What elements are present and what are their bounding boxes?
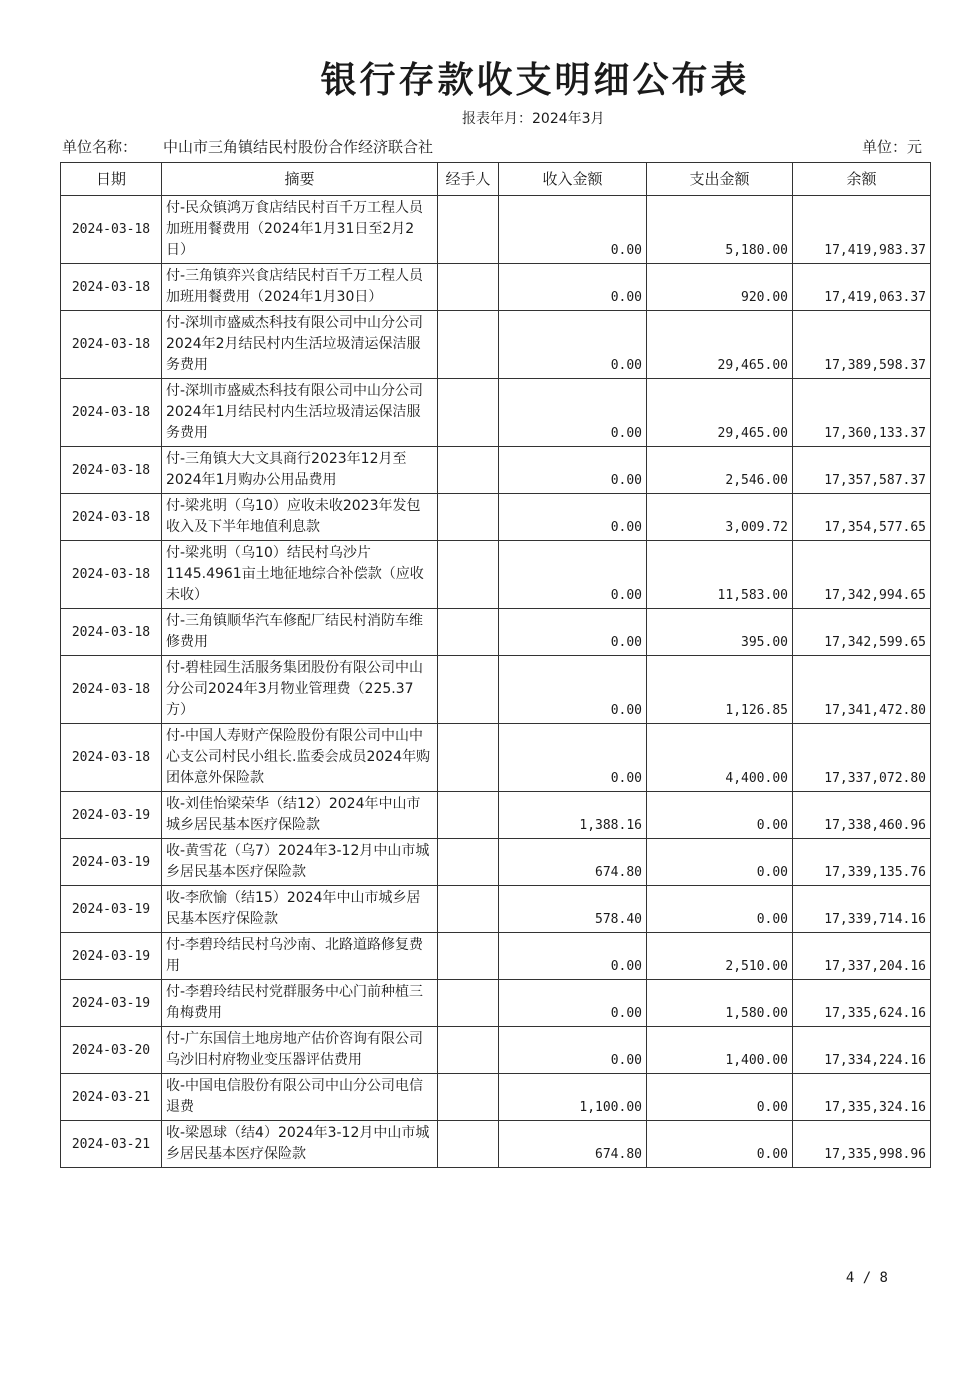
cell-handler <box>438 379 499 447</box>
table-row <box>61 933 931 980</box>
cell-income: 0.00 <box>499 724 647 792</box>
cell-income: 0.00 <box>499 447 647 494</box>
cell-expense: 4,400.00 <box>647 724 793 792</box>
cell-handler <box>438 494 499 541</box>
cell-expense: 0.00 <box>647 886 793 933</box>
cell-summary: 付-三角镇顺华汽车修配厂结民村消防车维修费用 <box>162 609 438 656</box>
cell-income: 0.00 <box>499 656 647 724</box>
cell-balance: 17,419,063.37 <box>793 264 931 311</box>
table-row <box>61 1121 931 1168</box>
cell-expense: 11,583.00 <box>647 541 793 609</box>
column-header-handler: 经手人 <box>438 163 499 196</box>
cell-balance: 17,339,135.76 <box>793 839 931 886</box>
page-title: 银行存款收支明细公布表 <box>320 60 750 101</box>
table-row <box>61 839 931 886</box>
unit-name-line <box>62 136 433 157</box>
cell-summary: 收-中国电信股份有限公司中山分公司电信退费 <box>162 1074 438 1121</box>
cell-date: 2024-03-18 <box>61 656 162 724</box>
cell-balance: 17,357,587.37 <box>793 447 931 494</box>
cell-date: 2024-03-18 <box>61 447 162 494</box>
cell-expense: 0.00 <box>647 1074 793 1121</box>
report-period: 报表年月：2024年3月 <box>462 111 605 127</box>
table-row <box>61 724 931 792</box>
cell-handler <box>438 541 499 609</box>
cell-expense: 29,465.00 <box>647 379 793 447</box>
cell-income: 1,388.16 <box>499 792 647 839</box>
cell-handler <box>438 311 499 379</box>
cell-summary: 付-梁兆明（乌10）应收未收2023年发包收入及下半年地值利息款 <box>162 494 438 541</box>
cell-date: 2024-03-19 <box>61 886 162 933</box>
table-row <box>61 541 931 609</box>
column-header-balance: 余额 <box>793 163 931 196</box>
cell-income: 0.00 <box>499 264 647 311</box>
cell-summary: 收-黄雪花（乌7）2024年3-12月中山市城乡居民基本医疗保险款 <box>162 839 438 886</box>
cell-balance: 17,341,472.80 <box>793 656 931 724</box>
cell-expense: 0.00 <box>647 839 793 886</box>
cell-summary: 付-深圳市盛威杰科技有限公司中山分公司2024年2月结民村内生活垃圾清运保洁服务费用 <box>162 311 438 379</box>
cell-handler <box>438 1074 499 1121</box>
currency-unit: 单位：元 <box>861 138 922 156</box>
table-row <box>61 264 931 311</box>
cell-income: 0.00 <box>499 311 647 379</box>
cell-summary: 付-梁兆明（乌10）结民村乌沙片1145.4961亩土地征地综合补偿款（应收未收） <box>162 541 438 609</box>
cell-handler <box>438 196 499 264</box>
column-header-summary: 摘要 <box>162 163 438 196</box>
cell-date: 2024-03-18 <box>61 609 162 656</box>
cell-date: 2024-03-21 <box>61 1074 162 1121</box>
cell-date: 2024-03-18 <box>61 196 162 264</box>
table-row <box>61 379 931 447</box>
cell-date: 2024-03-18 <box>61 724 162 792</box>
ledger-body <box>61 196 931 1168</box>
table-row <box>61 886 931 933</box>
cell-income: 0.00 <box>499 379 647 447</box>
cell-date: 2024-03-18 <box>61 379 162 447</box>
unit-name-label: 单位名称： <box>62 138 138 156</box>
table-row <box>61 1027 931 1074</box>
cell-balance: 17,335,998.96 <box>793 1121 931 1168</box>
cell-expense: 2,546.00 <box>647 447 793 494</box>
table-row <box>61 980 931 1027</box>
cell-handler <box>438 886 499 933</box>
table-row <box>61 311 931 379</box>
cell-date: 2024-03-19 <box>61 980 162 1027</box>
cell-balance: 17,335,324.16 <box>793 1074 931 1121</box>
cell-date: 2024-03-19 <box>61 839 162 886</box>
cell-summary: 付-李碧玲结民村乌沙南、北路道路修复费用 <box>162 933 438 980</box>
cell-date: 2024-03-19 <box>61 792 162 839</box>
table-row <box>61 609 931 656</box>
table-row <box>61 196 931 264</box>
table-header-row <box>61 163 931 196</box>
cell-summary: 收-李欣愉（结15）2024年中山市城乡居民基本医疗保险款 <box>162 886 438 933</box>
cell-handler <box>438 724 499 792</box>
cell-handler <box>438 933 499 980</box>
cell-handler <box>438 447 499 494</box>
cell-balance: 17,337,204.16 <box>793 933 931 980</box>
cell-income: 578.40 <box>499 886 647 933</box>
cell-handler <box>438 264 499 311</box>
cell-summary: 收-刘佳怡梁荣华（结12）2024年中山市城乡居民基本医疗保险款 <box>162 792 438 839</box>
cell-expense: 2,510.00 <box>647 933 793 980</box>
cell-income: 1,100.00 <box>499 1074 647 1121</box>
table-row <box>61 656 931 724</box>
cell-handler <box>438 656 499 724</box>
cell-handler <box>438 1121 499 1168</box>
cell-expense: 395.00 <box>647 609 793 656</box>
cell-expense: 0.00 <box>647 1121 793 1168</box>
cell-summary: 付-李碧玲结民村党群服务中心门前种植三角梅费用 <box>162 980 438 1027</box>
cell-summary: 收-梁恩球（结4）2024年3-12月中山市城乡居民基本医疗保险款 <box>162 1121 438 1168</box>
table-row <box>61 447 931 494</box>
cell-expense: 29,465.00 <box>647 311 793 379</box>
cell-handler <box>438 980 499 1027</box>
cell-date: 2024-03-21 <box>61 1121 162 1168</box>
cell-balance: 17,334,224.16 <box>793 1027 931 1074</box>
cell-expense: 920.00 <box>647 264 793 311</box>
cell-income: 0.00 <box>499 541 647 609</box>
cell-date: 2024-03-19 <box>61 933 162 980</box>
cell-expense: 1,126.85 <box>647 656 793 724</box>
cell-expense: 1,580.00 <box>647 980 793 1027</box>
cell-balance: 17,354,577.65 <box>793 494 931 541</box>
cell-income: 0.00 <box>499 933 647 980</box>
column-header-income: 收入金额 <box>499 163 647 196</box>
table-row <box>61 494 931 541</box>
cell-summary: 付-深圳市盛威杰科技有限公司中山分公司2024年1月结民村内生活垃圾清运保洁服务费用 <box>162 379 438 447</box>
cell-summary: 付-碧桂园生活服务集团股份有限公司中山分公司2024年3月物业管理费（225.37方） <box>162 656 438 724</box>
cell-income: 0.00 <box>499 1027 647 1074</box>
cell-balance: 17,335,624.16 <box>793 980 931 1027</box>
cell-expense: 1,400.00 <box>647 1027 793 1074</box>
cell-expense: 5,180.00 <box>647 196 793 264</box>
column-header-expense: 支出金额 <box>647 163 793 196</box>
cell-balance: 17,342,599.65 <box>793 609 931 656</box>
cell-income: 0.00 <box>499 494 647 541</box>
cell-date: 2024-03-18 <box>61 541 162 609</box>
cell-expense: 0.00 <box>647 792 793 839</box>
ledger-table <box>60 162 931 1168</box>
cell-handler <box>438 792 499 839</box>
cell-income: 0.00 <box>499 980 647 1027</box>
cell-income: 674.80 <box>499 1121 647 1168</box>
cell-date: 2024-03-18 <box>61 311 162 379</box>
cell-balance: 17,419,983.37 <box>793 196 931 264</box>
page-number: 4 / 8 <box>845 1270 888 1286</box>
cell-expense: 3,009.72 <box>647 494 793 541</box>
cell-balance: 17,342,994.65 <box>793 541 931 609</box>
cell-summary: 付-三角镇大大文具商行2023年12月至2024年1月购办公用品费用 <box>162 447 438 494</box>
cell-summary: 付-广东国信土地房地产估价咨询有限公司乌沙旧村府物业变压器评估费用 <box>162 1027 438 1074</box>
cell-date: 2024-03-18 <box>61 264 162 311</box>
cell-summary: 付-民众镇鸿万食店结民村百千万工程人员加班用餐费用（2024年1月31日至2月2日） <box>162 196 438 264</box>
cell-income: 0.00 <box>499 609 647 656</box>
cell-handler <box>438 609 499 656</box>
table-row <box>61 792 931 839</box>
cell-balance: 17,338,460.96 <box>793 792 931 839</box>
cell-income: 674.80 <box>499 839 647 886</box>
unit-name-value: 中山市三角镇结民村股份合作经济联合社 <box>163 138 434 156</box>
cell-summary: 付-三角镇弈兴食店结民村百千万工程人员加班用餐费用（2024年1月30日） <box>162 264 438 311</box>
cell-income: 0.00 <box>499 196 647 264</box>
cell-balance: 17,389,598.37 <box>793 311 931 379</box>
cell-date: 2024-03-20 <box>61 1027 162 1074</box>
cell-summary: 付-中国人寿财产保险股份有限公司中山中心支公司村民小组长.监委会成员2024年购团体意外保险款 <box>162 724 438 792</box>
cell-date: 2024-03-18 <box>61 494 162 541</box>
cell-handler <box>438 839 499 886</box>
column-header-date: 日期 <box>61 163 162 196</box>
table-row <box>61 1074 931 1121</box>
cell-balance: 17,339,714.16 <box>793 886 931 933</box>
cell-balance: 17,337,072.80 <box>793 724 931 792</box>
cell-balance: 17,360,133.37 <box>793 379 931 447</box>
cell-handler <box>438 1027 499 1074</box>
